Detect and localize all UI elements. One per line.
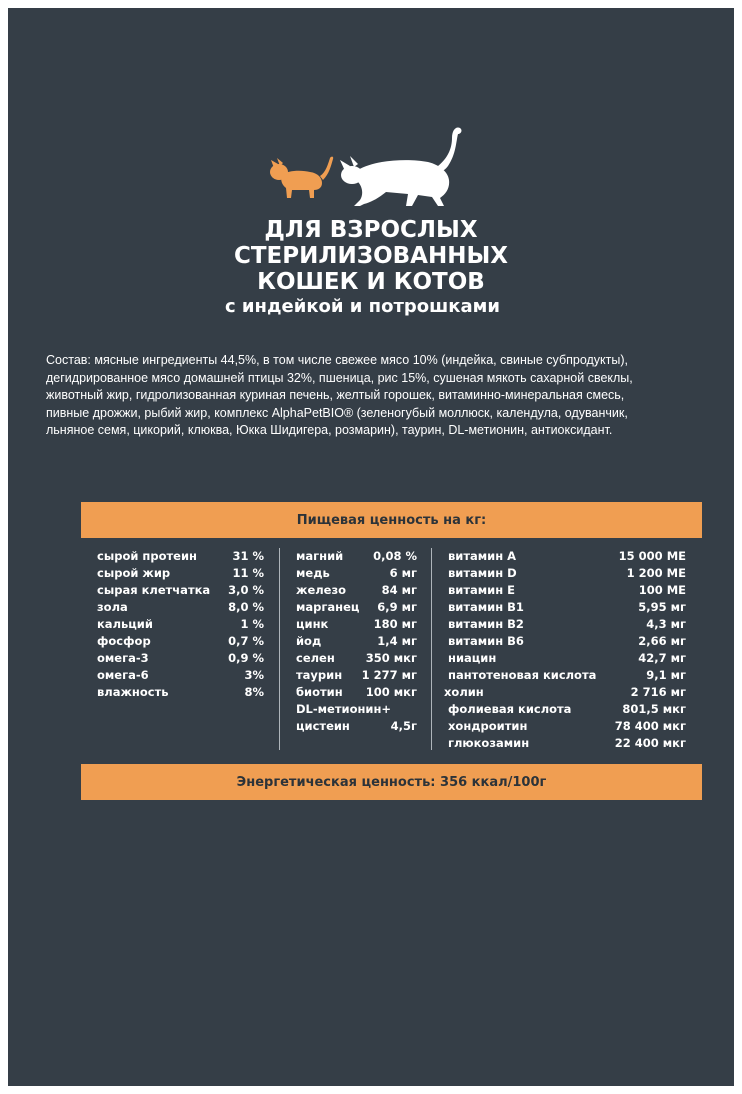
nutrient-name: омега-3: [97, 651, 149, 665]
nutrient-value: 3,0 %: [228, 583, 264, 597]
nutrient-row: [448, 718, 686, 735]
nutrient-name: фолиевая кислота: [448, 702, 572, 716]
nutrient-name: фосфор: [97, 634, 151, 648]
nutrient-row: [448, 582, 686, 599]
nutrient-name: влажность: [97, 685, 169, 699]
nutrient-name: таурин: [296, 668, 343, 682]
nutrient-row: [448, 599, 686, 616]
nutrient-name: витамин В6: [448, 634, 524, 648]
nutrients-column-2: [296, 548, 417, 735]
nutrient-value: 1 200 МЕ: [626, 566, 686, 580]
nutrient-value: 1,4 мг: [377, 634, 417, 648]
nutrient-row: [97, 633, 264, 650]
nutrient-row: [296, 599, 417, 616]
nutrient-value: 2 716 мг: [630, 685, 686, 699]
nutrient-row: [97, 582, 264, 599]
nutrient-value: 180 мг: [373, 617, 417, 631]
nutrient-value: 6,9 мг: [377, 600, 417, 614]
nutrient-value: 350 мкг: [365, 651, 417, 665]
nutrient-name: селен: [296, 651, 335, 665]
nutrient-value: 4,3 мг: [646, 617, 686, 631]
nutrient-name: биотин: [296, 685, 343, 699]
nutrient-value: 11 %: [232, 566, 264, 580]
title-line-2: СТЕРИЛИЗОВАННЫХ: [233, 243, 509, 269]
nutrient-value: 100 МЕ: [638, 583, 686, 597]
nutrient-value: 22 400 мкг: [614, 736, 686, 750]
nutrient-name: витамин Е: [448, 583, 516, 597]
nutrient-value: 0,7 %: [228, 634, 264, 648]
nutrient-value: 801,5 мкг: [622, 702, 686, 716]
nutrients-column-1: [97, 548, 264, 701]
nutrient-row: [296, 667, 417, 684]
nutrient-row: [296, 650, 417, 667]
nutrient-value: 8%: [244, 685, 264, 699]
nutrients-column-3: [444, 548, 686, 752]
nutrient-name: глюкозамин: [448, 736, 530, 750]
nutrient-value: 1 277 мг: [361, 668, 417, 682]
nutrient-row: [97, 684, 264, 701]
nutrient-row: [448, 616, 686, 633]
nutrient-value: 9,1 мг: [646, 668, 686, 682]
nutrient-row: [97, 667, 264, 684]
column-divider: [279, 548, 280, 750]
cat-icon: [340, 127, 461, 206]
nutrient-name: цистеин: [296, 719, 350, 733]
nutrient-name: хондроитин: [448, 719, 528, 733]
composition-text: [46, 352, 708, 440]
nutrient-value: 0,9 %: [228, 651, 264, 665]
nutrient-name: витамин В1: [448, 600, 524, 614]
nutrient-row: [97, 599, 264, 616]
nutrient-row: [444, 684, 686, 701]
subtitle: с индейкой и потрошками: [225, 296, 500, 317]
title-line-1: ДЛЯ ВЗРОСЛЫХ: [264, 217, 478, 243]
nutrient-row: [296, 548, 417, 565]
nutrient-name: витамин А: [448, 549, 517, 563]
nutrient-name: кальций: [97, 617, 153, 631]
nutrient-row: [296, 684, 417, 701]
nutrient-name: йод: [296, 634, 322, 648]
nutrient-value: 100 мкг: [365, 685, 417, 699]
nutrient-name: холин: [444, 685, 484, 699]
nutrient-row: [448, 633, 686, 650]
nutrient-value: 6 мг: [389, 566, 417, 580]
nutrient-name: сырой протеин: [97, 549, 197, 563]
nutrient-value: 5,95 мг: [638, 600, 686, 614]
nutrient-row: [296, 565, 417, 582]
nutrient-name: сырая клетчатка: [97, 583, 211, 597]
composition-line: дегидрированное мясо домашней птицы 32%, пшеница, рис 15%, сушеная мякоть сахарной свеклы,: [46, 370, 633, 385]
nutrient-name: пантотеновая кислота: [448, 668, 597, 682]
nutrient-name: медь: [296, 566, 330, 580]
nutrient-value: 4,5г: [390, 719, 417, 733]
nutrient-name: цинк: [296, 617, 329, 631]
nutrient-row: [296, 718, 417, 735]
cats-illustration: [268, 120, 468, 206]
nutrient-name: ниацин: [448, 651, 497, 665]
nutrient-row: [97, 565, 264, 582]
nutrient-row: [296, 582, 417, 599]
nutrient-name: витамин В2: [448, 617, 524, 631]
nutrient-row: [296, 616, 417, 633]
nutrient-name: DL-метионин+: [296, 702, 392, 716]
nutrition-header: Пищевая ценность на кг:: [81, 502, 702, 538]
title-line-3: КОШЕК И КОТОВ: [257, 269, 485, 295]
composition-line: пивные дрожжи, рыбий жир, комплекс AlphaPetBIO® (зеленогубый моллюск, календула, одуванчик,: [46, 405, 628, 420]
nutrient-name: железо: [296, 583, 347, 597]
nutrient-row: [448, 701, 686, 718]
column-divider: [431, 548, 432, 750]
nutrient-value: 1 %: [240, 617, 264, 631]
nutrient-row: [97, 616, 264, 633]
composition-line: Состав: мясные ингредиенты 44,5%, в том числе свежее мясо 10% (индейка, свиные субпродукты),: [46, 353, 629, 367]
composition-line: животный жир, гидролизованная куриная печень, желтый горошек, витаминно-минеральная смесь,: [46, 388, 625, 402]
nutrient-row: [448, 565, 686, 582]
nutrient-name: марганец: [296, 600, 360, 614]
nutrient-value: 15 000 МЕ: [618, 549, 686, 563]
nutrient-row: [296, 701, 417, 718]
nutrient-value: 8,0 %: [228, 600, 264, 614]
nutrient-row: [296, 633, 417, 650]
nutrient-name: витамин D: [448, 566, 517, 580]
nutrient-value: 84 мг: [381, 583, 417, 597]
nutrient-value: 3%: [244, 668, 264, 682]
nutrient-row: [97, 548, 264, 565]
kitten-icon: [270, 157, 333, 198]
nutrient-name: сырой жир: [97, 566, 171, 580]
composition-line: льняное семя, цикорий, клюква, Юкка Шидигера, розмарин), таурин, DL-метионин, антиоксидант.: [46, 423, 613, 437]
nutrient-row: [448, 735, 686, 752]
nutrient-value: 78 400 мкг: [614, 719, 686, 733]
nutrient-value: 0,08 %: [373, 549, 417, 563]
nutrient-row: [448, 667, 686, 684]
nutrient-name: магний: [296, 549, 344, 563]
nutrient-row: [448, 650, 686, 667]
nutrient-value: 42,7 мг: [638, 651, 686, 665]
nutrient-value: 31 %: [232, 549, 264, 563]
energy-value: Энергетическая ценность: 356 ккал/100г: [81, 764, 702, 800]
nutrient-name: омега-6: [97, 668, 149, 682]
nutrient-value: 2,66 мг: [638, 634, 686, 648]
nutrient-name: зола: [97, 600, 128, 614]
nutrient-row: [448, 548, 686, 565]
nutrient-row: [97, 650, 264, 667]
